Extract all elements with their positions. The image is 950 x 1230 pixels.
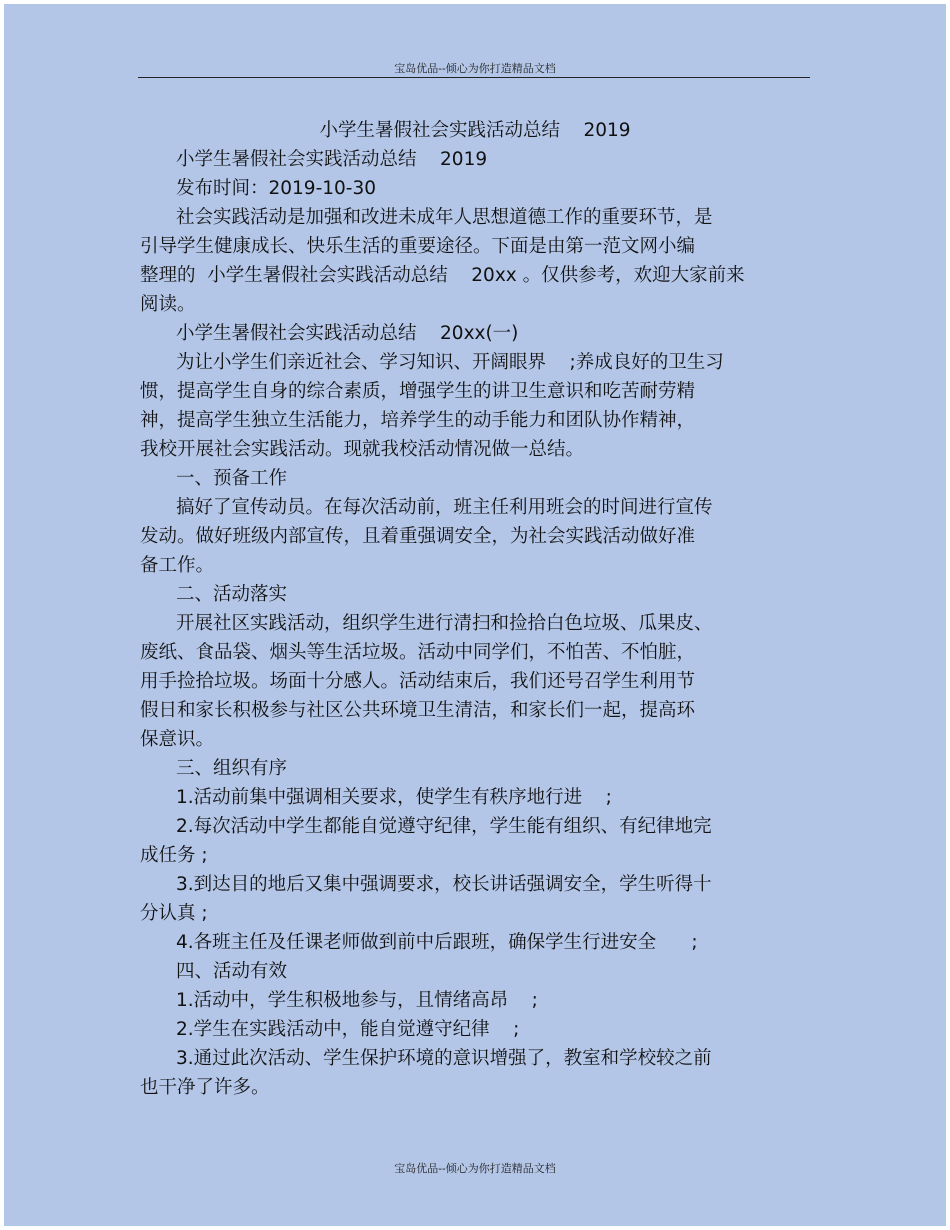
list-item-continuation: 成任务 ; (140, 845, 208, 866)
list-item: 2.每次活动中学生都能自觉遵守纪律，学生能有组织、有纪律地完 (176, 816, 712, 837)
section-heading: 二、活动落实 (176, 584, 288, 605)
list-item: 4.各班主任及任课老师做到前中后跟班，确保学生行进安全 ; (176, 932, 698, 953)
section-heading: 三、组织有序 (176, 758, 288, 779)
paragraph-line: 废纸、食品袋、烟头等生活垃圾。活动中同学们，不怕苦、不怕脏， (140, 642, 696, 663)
list-item: 3.通过此次活动、学生保护环境的意识增强了，教室和学校较之前 (176, 1048, 712, 1069)
paragraph-line: 神，提高学生独立生活能力，培养学生的动手能力和团队协作精神， (140, 410, 696, 431)
paragraph-line: 引导学生健康成长、快乐生活的重要途径。下面是由第一范文网小编 (140, 236, 696, 257)
page-header: 宝岛优品--倾心为你打造精品文档 (394, 62, 556, 75)
paragraph-line: 为让小学生们亲近社会、学习知识、开阔眼界 ;养成良好的卫生习 (176, 352, 724, 373)
paragraph-line: 阅读。 (140, 294, 196, 315)
paragraph-line: 备工作。 (140, 555, 215, 576)
list-item-continuation: 也干净了许多。 (140, 1077, 270, 1098)
section-heading: 一、预备工作 (176, 468, 288, 489)
list-item: 3.到达目的地后又集中强调要求，校长讲话强调安全，学生听得十 (176, 874, 712, 895)
paragraph-line: 保意识。 (140, 729, 215, 750)
paragraph-line: 用手捡拾垃圾。场面十分感人。活动结束后，我们还号召学生利用节 (140, 671, 696, 692)
list-item: 1.活动前集中强调相关要求，使学生有秩序地行进 ; (176, 787, 612, 808)
header-divider (138, 77, 810, 78)
paragraph-line: 我校开展社会实践活动。现就我校活动情况做一总结。 (140, 439, 585, 460)
document-title: 小学生暑假社会实践活动总结 2019 (319, 120, 631, 141)
paragraph-line: 惯，提高学生自身的综合素质，增强学生的讲卫生意识和吃苦耐劳精 (140, 381, 696, 402)
paragraph-line: 整理的 小学生暑假社会实践活动总结 20xx 。仅供参考，欢迎大家前来 (140, 265, 745, 286)
subtitle-line: 小学生暑假社会实践活动总结 2019 (176, 149, 488, 170)
paragraph-line: 假日和家长积极参与社区公共环境卫生清洁，和家长们一起，提高环 (140, 700, 696, 721)
paragraph-line: 社会实践活动是加强和改进未成年人思想道德工作的重要环节，是 (176, 207, 713, 228)
list-item-continuation: 分认真 ; (140, 903, 208, 924)
document-body (140, 116, 810, 1102)
paragraph-line: 开展社区实践活动，组织学生进行清扫和捡拾白色垃圾、瓜果皮、 (176, 613, 713, 634)
paragraph-line: 搞好了宣传动员。在每次活动前，班主任利用班会的时间进行宣传 (176, 497, 713, 518)
paragraph-line: 发动。做好班级内部宣传，且着重强调安全，为社会实践活动做好准 (140, 526, 696, 547)
publish-date: 发布时间：2019-10-30 (176, 178, 377, 199)
section-heading: 四、活动有效 (176, 961, 288, 982)
page-footer: 宝岛优品--倾心为你打造精品文档 (394, 1162, 556, 1175)
list-item: 2.学生在实践活动中，能自觉遵守纪律 ; (176, 1019, 520, 1040)
list-item: 1.活动中，学生积极地参与，且情绪高昂 ; (176, 990, 538, 1011)
section-heading: 小学生暑假社会实践活动总结 20xx(一) (176, 323, 519, 344)
document-page (4, 4, 946, 1226)
